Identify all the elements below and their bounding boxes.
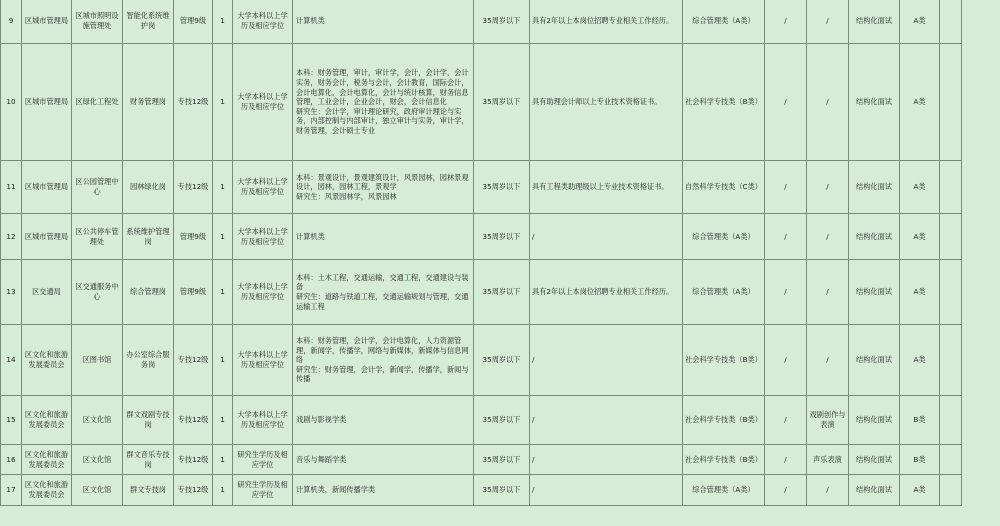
unit-cell: 区文化馆 <box>72 475 123 506</box>
age-requirement-cell: 35周岁以下 <box>474 475 530 506</box>
extra-condition-cell: / <box>765 260 807 325</box>
grade-cell: A类 <box>900 44 940 161</box>
interview-type-cell: 结构化面试 <box>849 445 900 475</box>
grade-cell: A类 <box>900 260 940 325</box>
education-cell: 大学本科以上学历及相应学位 <box>233 260 293 325</box>
department-cell: 区城市管理局 <box>22 161 72 214</box>
major-requirement-cell: 本科：财务管理，会计学，会计电算化，人力资源管理，新闻学，传播学，网络与新媒体，新媒体与信息网络 研究生：财务管理，会计学，新闻学，传播学，新闻与传播 <box>293 325 474 396</box>
post-name-cell: 系统维护管理岗 <box>123 214 174 260</box>
skill-test-cell: / <box>807 0 849 44</box>
major-requirement-cell: 本科：土木工程，交通运输，交通工程，交通建设与装备 研究生：道路与铁道工程，交通运输规划与管理，交通运输工程 <box>293 260 474 325</box>
education-cell: 研究生学历及相应学位 <box>233 475 293 506</box>
row-number: 14 <box>1 325 22 396</box>
headcount-cell: 1 <box>213 214 233 260</box>
interview-type-cell: 结构化面试 <box>849 214 900 260</box>
headcount-cell: 1 <box>213 260 233 325</box>
extra-condition-cell: / <box>765 325 807 396</box>
grade-cell: A类 <box>900 475 940 506</box>
major-requirement-cell: 计算机类，新闻传播学类 <box>293 475 474 506</box>
exam-category-cell: 社会科学专技类（B类） <box>683 325 765 396</box>
education-cell: 大学本科以上学历及相应学位 <box>233 325 293 396</box>
headcount-cell: 1 <box>213 44 233 161</box>
post-level-cell: 专技12级 <box>174 445 213 475</box>
empty-cell <box>940 325 962 396</box>
major-requirement-cell: 音乐与舞蹈学类 <box>293 445 474 475</box>
department-cell: 区文化和旅游发展委员会 <box>22 475 72 506</box>
skill-test-cell: / <box>807 325 849 396</box>
unit-cell: 区城市照明设施管理处 <box>72 0 123 44</box>
post-name-cell: 财务管理岗 <box>123 44 174 161</box>
empty-cell <box>940 445 962 475</box>
exam-category-cell: 综合管理类（A类） <box>683 0 765 44</box>
table-row <box>1 161 1000 214</box>
education-cell: 大学本科以上学历及相应学位 <box>233 161 293 214</box>
major-requirement-cell: 本科：财务管理，审计，审计学，会计，会计学，会计实务，财务会计，税务与会计，会计教育，国际会计，会计电算化，会计电算化，会计与统计核算，财务信息管理，工业会计，企业会计，财会，会计信息化 研究生：会计学，审计理论研究，政府审计理论与实务，内部控制与内部审计，独立审计与实务，审计学，财务管理，会计硕士专业 <box>293 44 474 161</box>
post-level-cell: 专技12级 <box>174 396 213 445</box>
interview-type-cell: 结构化面试 <box>849 260 900 325</box>
other-requirement-cell: 具有助理会计师以上专业技术资格证书。 <box>530 44 683 161</box>
skill-test-cell: / <box>807 44 849 161</box>
post-name-cell: 办公室综合服务岗 <box>123 325 174 396</box>
extra-condition-cell: / <box>765 475 807 506</box>
grade-cell: A类 <box>900 214 940 260</box>
age-requirement-cell: 35周岁以下 <box>474 396 530 445</box>
unit-cell: 区交通服务中心 <box>72 260 123 325</box>
row-number: 16 <box>1 445 22 475</box>
table-row <box>1 396 1000 445</box>
grade-cell: B类 <box>900 396 940 445</box>
major-requirement-cell: 计算机类 <box>293 214 474 260</box>
skill-test-cell: / <box>807 161 849 214</box>
exam-category-cell: 综合管理类（A类） <box>683 260 765 325</box>
other-requirement-cell: / <box>530 325 683 396</box>
extra-condition-cell: / <box>765 44 807 161</box>
extra-condition-cell: / <box>765 445 807 475</box>
exam-category-cell: 社会科学专技类（B类） <box>683 44 765 161</box>
interview-type-cell: 结构化面试 <box>849 396 900 445</box>
skill-test-cell: / <box>807 475 849 506</box>
empty-cell <box>940 475 962 506</box>
extra-condition-cell: / <box>765 214 807 260</box>
post-level-cell: 专技12级 <box>174 325 213 396</box>
age-requirement-cell: 35周岁以下 <box>474 161 530 214</box>
education-cell: 大学本科以上学历及相应学位 <box>233 396 293 445</box>
post-level-cell: 管理9级 <box>174 0 213 44</box>
empty-cell <box>940 161 962 214</box>
table-row <box>1 475 1000 506</box>
department-cell: 区城市管理局 <box>22 44 72 161</box>
exam-category-cell: 社会科学专技类（B类） <box>683 396 765 445</box>
row-number: 17 <box>1 475 22 506</box>
extra-condition-cell: / <box>765 0 807 44</box>
other-requirement-cell: / <box>530 475 683 506</box>
interview-type-cell: 结构化面试 <box>849 161 900 214</box>
row-number: 13 <box>1 260 22 325</box>
interview-type-cell: 结构化面试 <box>849 0 900 44</box>
department-cell: 区交通局 <box>22 260 72 325</box>
unit-cell: 区公园管理中心 <box>72 161 123 214</box>
skill-test-cell: / <box>807 260 849 325</box>
post-level-cell: 专技12级 <box>174 161 213 214</box>
department-cell: 区城市管理局 <box>22 214 72 260</box>
post-name-cell: 智能化系统维护岗 <box>123 0 174 44</box>
other-requirement-cell: 具有2年以上本岗位招聘专业相关工作经历。 <box>530 260 683 325</box>
table-body <box>1 0 1000 506</box>
extra-condition-cell: / <box>765 396 807 445</box>
headcount-cell: 1 <box>213 396 233 445</box>
headcount-cell: 1 <box>213 445 233 475</box>
unit-cell: 区文化馆 <box>72 396 123 445</box>
unit-cell: 区图书馆 <box>72 325 123 396</box>
empty-cell <box>940 214 962 260</box>
exam-category-cell: 社会科学专技类（B类） <box>683 445 765 475</box>
post-level-cell: 管理9级 <box>174 260 213 325</box>
other-requirement-cell: 具有2年以上本岗位招聘专业相关工作经历。 <box>530 0 683 44</box>
age-requirement-cell: 35周岁以下 <box>474 260 530 325</box>
other-requirement-cell: / <box>530 445 683 475</box>
post-name-cell: 园林绿化岗 <box>123 161 174 214</box>
other-requirement-cell: 具有工程类助理级以上专业技术资格证书。 <box>530 161 683 214</box>
exam-category-cell: 综合管理类（A类） <box>683 214 765 260</box>
department-cell: 区文化和旅游发展委员会 <box>22 325 72 396</box>
exam-category-cell: 综合管理类（A类） <box>683 475 765 506</box>
headcount-cell: 1 <box>213 325 233 396</box>
education-cell: 研究生学历及相应学位 <box>233 445 293 475</box>
other-requirement-cell: / <box>530 396 683 445</box>
major-requirement-cell: 本科：景观设计，景观建筑设计，风景园林，园林景观设计，园林，园林工程，景观学 研究生：风景园林学，风景园林 <box>293 161 474 214</box>
row-number: 11 <box>1 161 22 214</box>
unit-cell: 区文化馆 <box>72 445 123 475</box>
grade-cell: A类 <box>900 325 940 396</box>
age-requirement-cell: 35周岁以下 <box>474 44 530 161</box>
table-row <box>1 44 1000 161</box>
skill-test-cell: 声乐表演 <box>807 445 849 475</box>
table-row <box>1 445 1000 475</box>
empty-cell <box>940 396 962 445</box>
headcount-cell: 1 <box>213 0 233 44</box>
department-cell: 区城市管理局 <box>22 0 72 44</box>
skill-test-cell: 戏剧创作与表演 <box>807 396 849 445</box>
grade-cell: A类 <box>900 0 940 44</box>
empty-cell <box>940 44 962 161</box>
post-name-cell: 群文戏剧专技岗 <box>123 396 174 445</box>
extra-condition-cell: / <box>765 161 807 214</box>
table-row <box>1 325 1000 396</box>
post-name-cell: 群文音乐专技岗 <box>123 445 174 475</box>
post-level-cell: 专技12级 <box>174 475 213 506</box>
post-level-cell: 管理9级 <box>174 214 213 260</box>
education-cell: 大学本科以上学历及相应学位 <box>233 44 293 161</box>
unit-cell: 区绿化工程处 <box>72 44 123 161</box>
post-name-cell: 综合管理岗 <box>123 260 174 325</box>
row-number: 12 <box>1 214 22 260</box>
headcount-cell: 1 <box>213 161 233 214</box>
empty-cell <box>940 0 962 44</box>
grade-cell: A类 <box>900 161 940 214</box>
age-requirement-cell: 35周岁以下 <box>474 325 530 396</box>
major-requirement-cell: 计算机类 <box>293 0 474 44</box>
interview-type-cell: 结构化面试 <box>849 475 900 506</box>
table-row <box>1 214 1000 260</box>
age-requirement-cell: 35周岁以下 <box>474 0 530 44</box>
major-requirement-cell: 戏剧与影视学类 <box>293 396 474 445</box>
education-cell: 大学本科以上学历及相应学位 <box>233 214 293 260</box>
exam-category-cell: 自然科学专技类（C类） <box>683 161 765 214</box>
education-cell: 大学本科以上学历及相应学位 <box>233 0 293 44</box>
post-level-cell: 专技12级 <box>174 44 213 161</box>
grade-cell: B类 <box>900 445 940 475</box>
post-name-cell: 群文专技岗 <box>123 475 174 506</box>
age-requirement-cell: 35周岁以下 <box>474 214 530 260</box>
age-requirement-cell: 35周岁以下 <box>474 445 530 475</box>
headcount-cell: 1 <box>213 475 233 506</box>
interview-type-cell: 结构化面试 <box>849 325 900 396</box>
interview-type-cell: 结构化面试 <box>849 44 900 161</box>
row-number: 10 <box>1 44 22 161</box>
row-number: 15 <box>1 396 22 445</box>
row-number: 9 <box>1 0 22 44</box>
department-cell: 区文化和旅游发展委员会 <box>22 396 72 445</box>
department-cell: 区文化和旅游发展委员会 <box>22 445 72 475</box>
table-row <box>1 260 1000 325</box>
unit-cell: 区公共停车管理处 <box>72 214 123 260</box>
other-requirement-cell: / <box>530 214 683 260</box>
skill-test-cell: / <box>807 214 849 260</box>
table-row <box>1 0 1000 44</box>
empty-cell <box>940 260 962 325</box>
